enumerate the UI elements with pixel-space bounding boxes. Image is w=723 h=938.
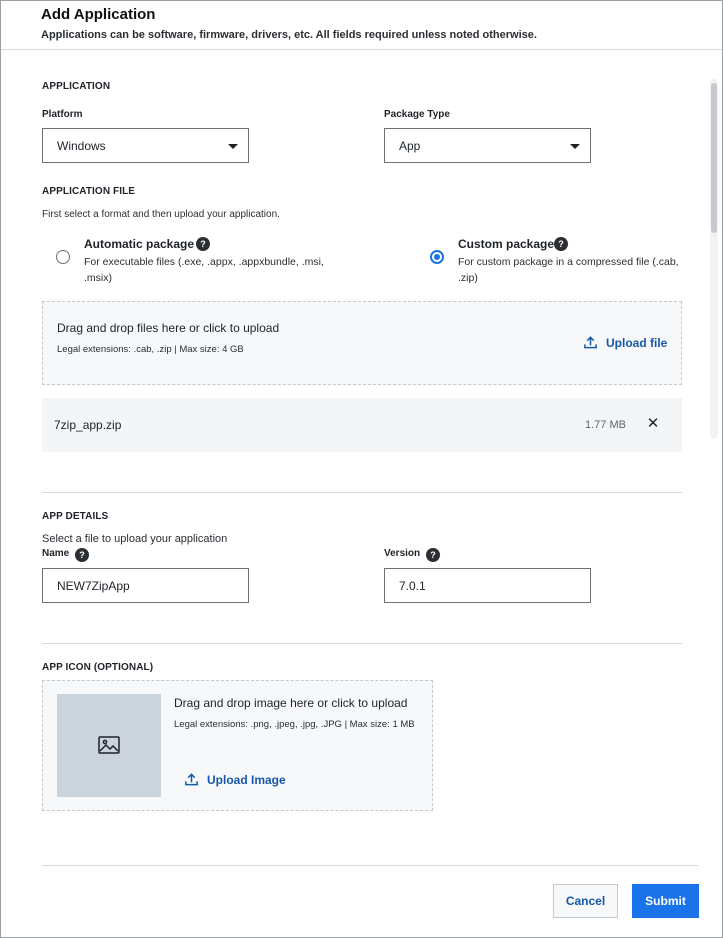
automatic-package-desc-line1: For executable files (.exe, .appx, .appxbundle, .msi, bbox=[84, 256, 324, 268]
name-field[interactable] bbox=[42, 568, 249, 603]
section-title-application-file: APPLICATION FILE bbox=[42, 186, 136, 197]
divider bbox=[42, 492, 682, 493]
divider bbox=[42, 643, 682, 644]
chevron-down-icon bbox=[570, 144, 580, 149]
upload-icon bbox=[184, 772, 199, 787]
scrollbar[interactable] bbox=[710, 79, 718, 439]
image-dropzone-title: Drag and drop image here or click to upload bbox=[174, 696, 408, 710]
version-input[interactable] bbox=[385, 569, 590, 602]
custom-package-title: Custom package bbox=[458, 237, 555, 251]
custom-package-desc-line2: .zip) bbox=[458, 272, 478, 284]
package-type-select[interactable] bbox=[384, 128, 591, 163]
platform-select[interactable] bbox=[42, 128, 249, 163]
uploaded-file-name: 7zip_app.zip bbox=[54, 418, 122, 432]
name-label: Name bbox=[42, 548, 70, 559]
help-icon[interactable]: ? bbox=[75, 548, 89, 562]
automatic-package-title: Automatic package bbox=[84, 237, 195, 251]
version-label: Version bbox=[384, 548, 421, 559]
automatic-package-desc-line2: .msix) bbox=[84, 272, 112, 284]
upload-file-label: Upload file bbox=[606, 335, 668, 350]
section-title-app-icon: APP ICON (OPTIONAL) bbox=[42, 662, 154, 673]
file-dropzone[interactable] bbox=[42, 301, 682, 385]
help-icon[interactable]: ? bbox=[554, 237, 568, 251]
uploaded-file-size: 1.77 MB bbox=[585, 419, 626, 431]
custom-package-desc-line1: For custom package in a compressed file (.cab, bbox=[458, 256, 679, 268]
uploaded-file-row bbox=[42, 398, 682, 452]
name-input[interactable] bbox=[43, 569, 248, 602]
file-dropzone-title: Drag and drop files here or click to upload bbox=[57, 321, 280, 335]
upload-image-label: Upload Image bbox=[207, 772, 286, 787]
cancel-button[interactable]: Cancel bbox=[553, 884, 618, 918]
scrollbar-thumb[interactable] bbox=[711, 83, 717, 233]
package-type-value: App bbox=[399, 139, 421, 153]
app-details-helper: Select a file to upload your application bbox=[42, 533, 228, 545]
submit-button[interactable]: Submit bbox=[632, 884, 699, 918]
upload-image-button[interactable] bbox=[184, 772, 286, 787]
automatic-package-radio[interactable] bbox=[56, 250, 70, 264]
upload-file-button[interactable] bbox=[583, 335, 667, 350]
help-icon[interactable]: ? bbox=[426, 548, 440, 562]
divider bbox=[42, 865, 698, 866]
help-icon[interactable]: ? bbox=[196, 237, 210, 251]
platform-label: Platform bbox=[42, 109, 83, 120]
image-dropzone-legal: Legal extensions: .png, .jpeg, .jpg, .JPG | Max size: 1 MB bbox=[174, 719, 415, 730]
image-icon bbox=[98, 736, 120, 754]
image-placeholder bbox=[57, 694, 161, 797]
dialog-header bbox=[1, 1, 722, 50]
platform-value: Windows bbox=[57, 139, 106, 153]
chevron-down-icon bbox=[228, 144, 238, 149]
custom-package-radio[interactable] bbox=[430, 250, 444, 264]
dialog-title: Add Application bbox=[41, 6, 156, 23]
dialog-subtitle: Applications can be software, firmware, drivers, etc. All fields required unless noted otherwise. bbox=[41, 29, 537, 41]
section-title-app-details: APP DETAILS bbox=[42, 511, 109, 522]
application-file-helper: First select a format and then upload your application. bbox=[42, 209, 280, 220]
close-icon[interactable]: ✕ bbox=[646, 415, 660, 432]
package-type-label: Package Type bbox=[384, 109, 450, 120]
file-dropzone-legal: Legal extensions: .cab, .zip | Max size: 4 GB bbox=[57, 344, 244, 355]
upload-icon bbox=[583, 335, 598, 350]
version-field[interactable] bbox=[384, 568, 591, 603]
section-title-application: APPLICATION bbox=[42, 81, 111, 92]
